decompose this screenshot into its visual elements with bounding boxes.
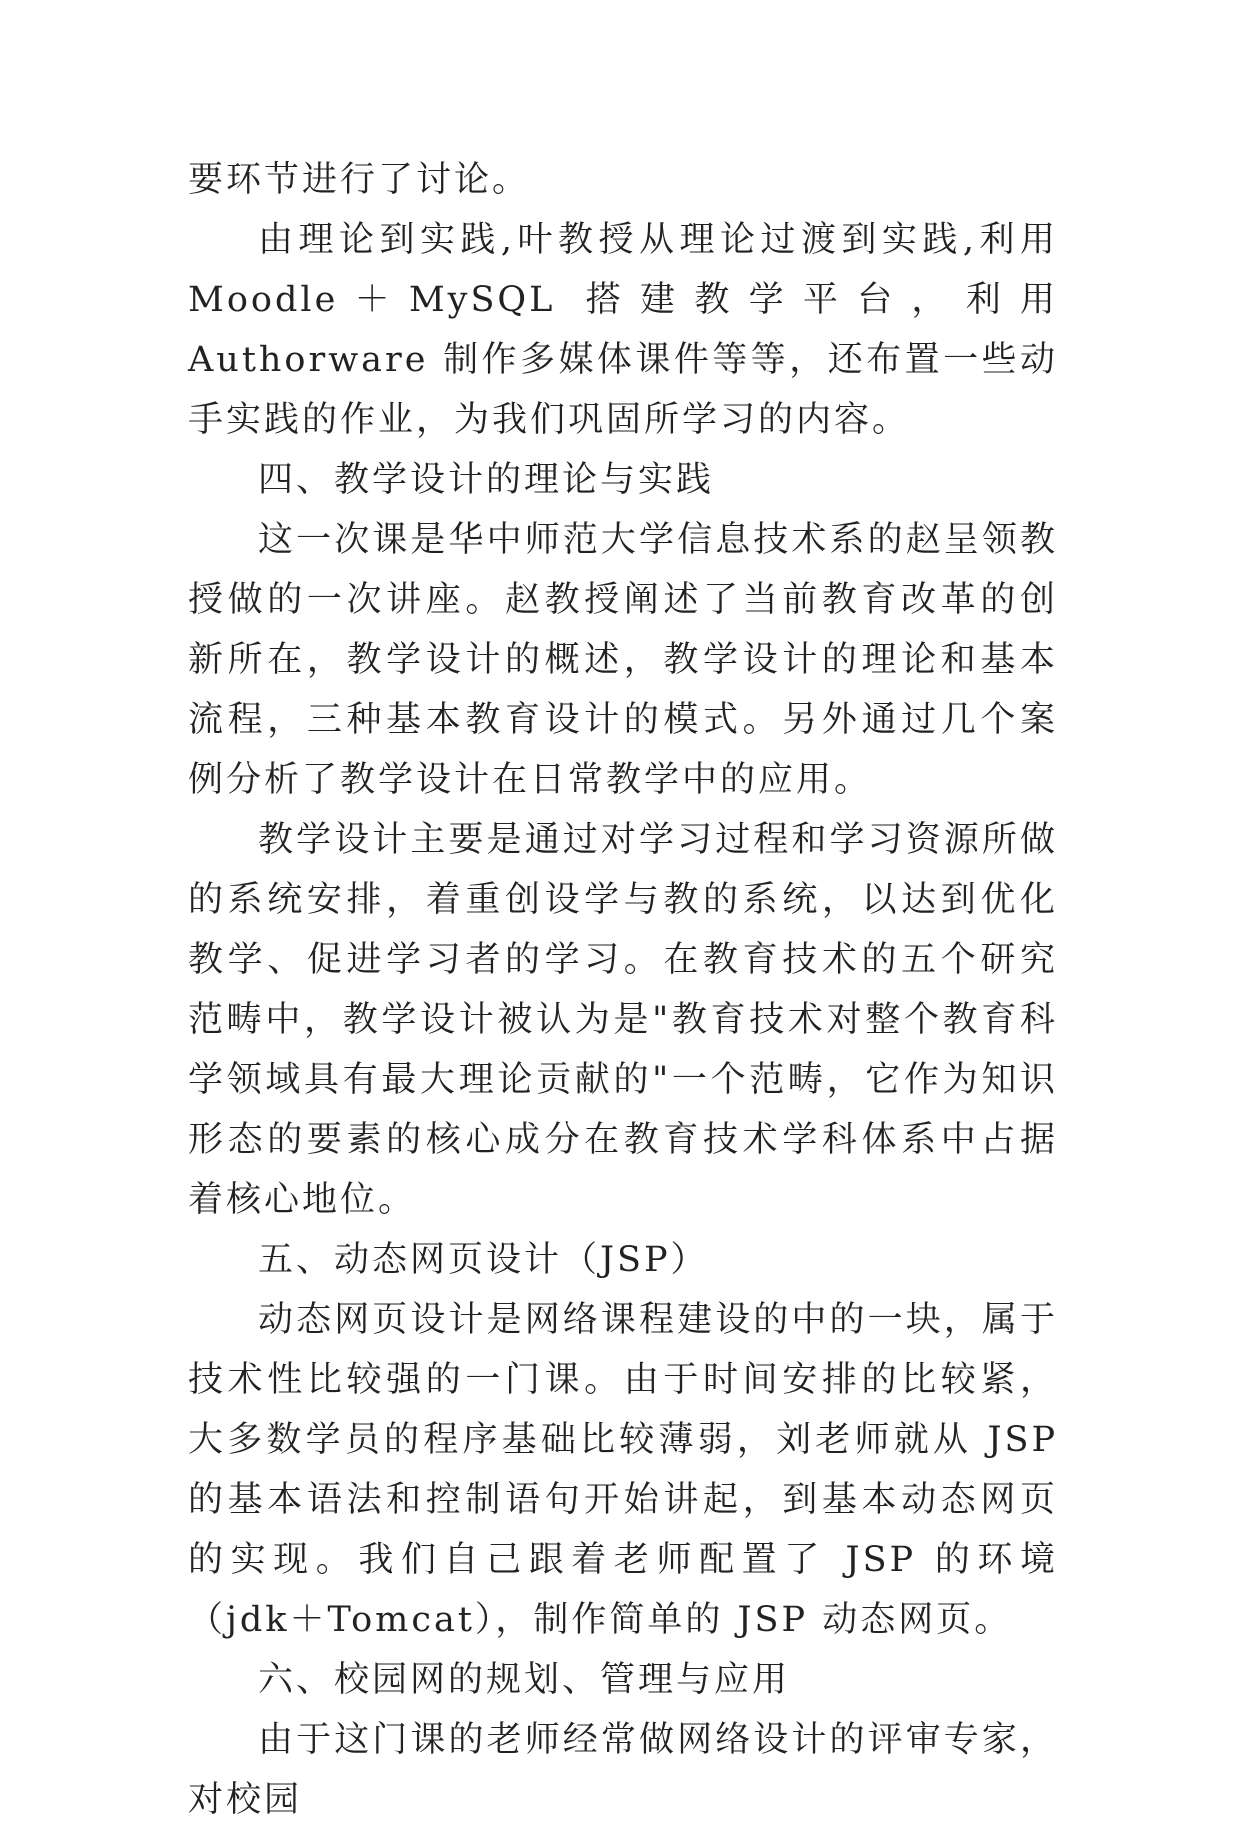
paragraph-jsp-course: 动态网页设计是网络课程建设的中的一块，属于技术性比较强的一门课。由于时间安排的比较紧，大多数学员的程序基础比较薄弱，刘老师就从 JSP 的基本语法和控制语句开始讲起，到基本动态网页的实现。我们自己跟着老师配置了 JSP 的环境（jdk＋Tomcat），制作简单的 JSP 动态网页。 xyxy=(188,1300,1058,1640)
paragraph-theory-to-practice: 由理论到实践,叶教授从理论过渡到实践,利用 Moodle＋MySQL 搭建教学平台，利用 Authorware 制作多媒体课件等等，还布置一些动手实践的作业，为我们巩固所学习的内容。 xyxy=(188,220,1058,440)
paragraph-lecture-intro: 这一次课是华中师范大学信息技术系的赵呈领教授做的一次讲座。赵教授阐述了当前教育改革的创新所在，教学设计的概述，教学设计的理论和基本流程，三种基本教育设计的模式。另外通过几个案例分析了教学设计在日常教学中的应用。 xyxy=(188,520,1058,800)
paragraph-continuation: 要环节进行了讨论。 xyxy=(188,160,531,200)
paragraph-instructional-design: 教学设计主要是通过对学习过程和学习资源所做的系统安排，着重创设学与教的系统，以达到优化教学、促进学习者的学习。在教育技术的五个研究范畴中，教学设计被认为是"教育技术对整个教育科学领域具有最大理论贡献的"一个范畴，它作为知识形态的要素的核心成分在教育技术学科体系中占据着核心地位。 xyxy=(188,820,1058,1220)
document-body xyxy=(188,150,1058,1830)
paragraph-campus-network: 由于这门课的老师经常做网络设计的评审专家，对校园 xyxy=(188,1720,1058,1820)
section-heading-5: 五、动态网页设计（JSP） xyxy=(258,1240,709,1280)
section-heading-4: 四、教学设计的理论与实践 xyxy=(258,460,715,500)
section-heading-6: 六、校园网的规划、管理与应用 xyxy=(258,1660,791,1700)
